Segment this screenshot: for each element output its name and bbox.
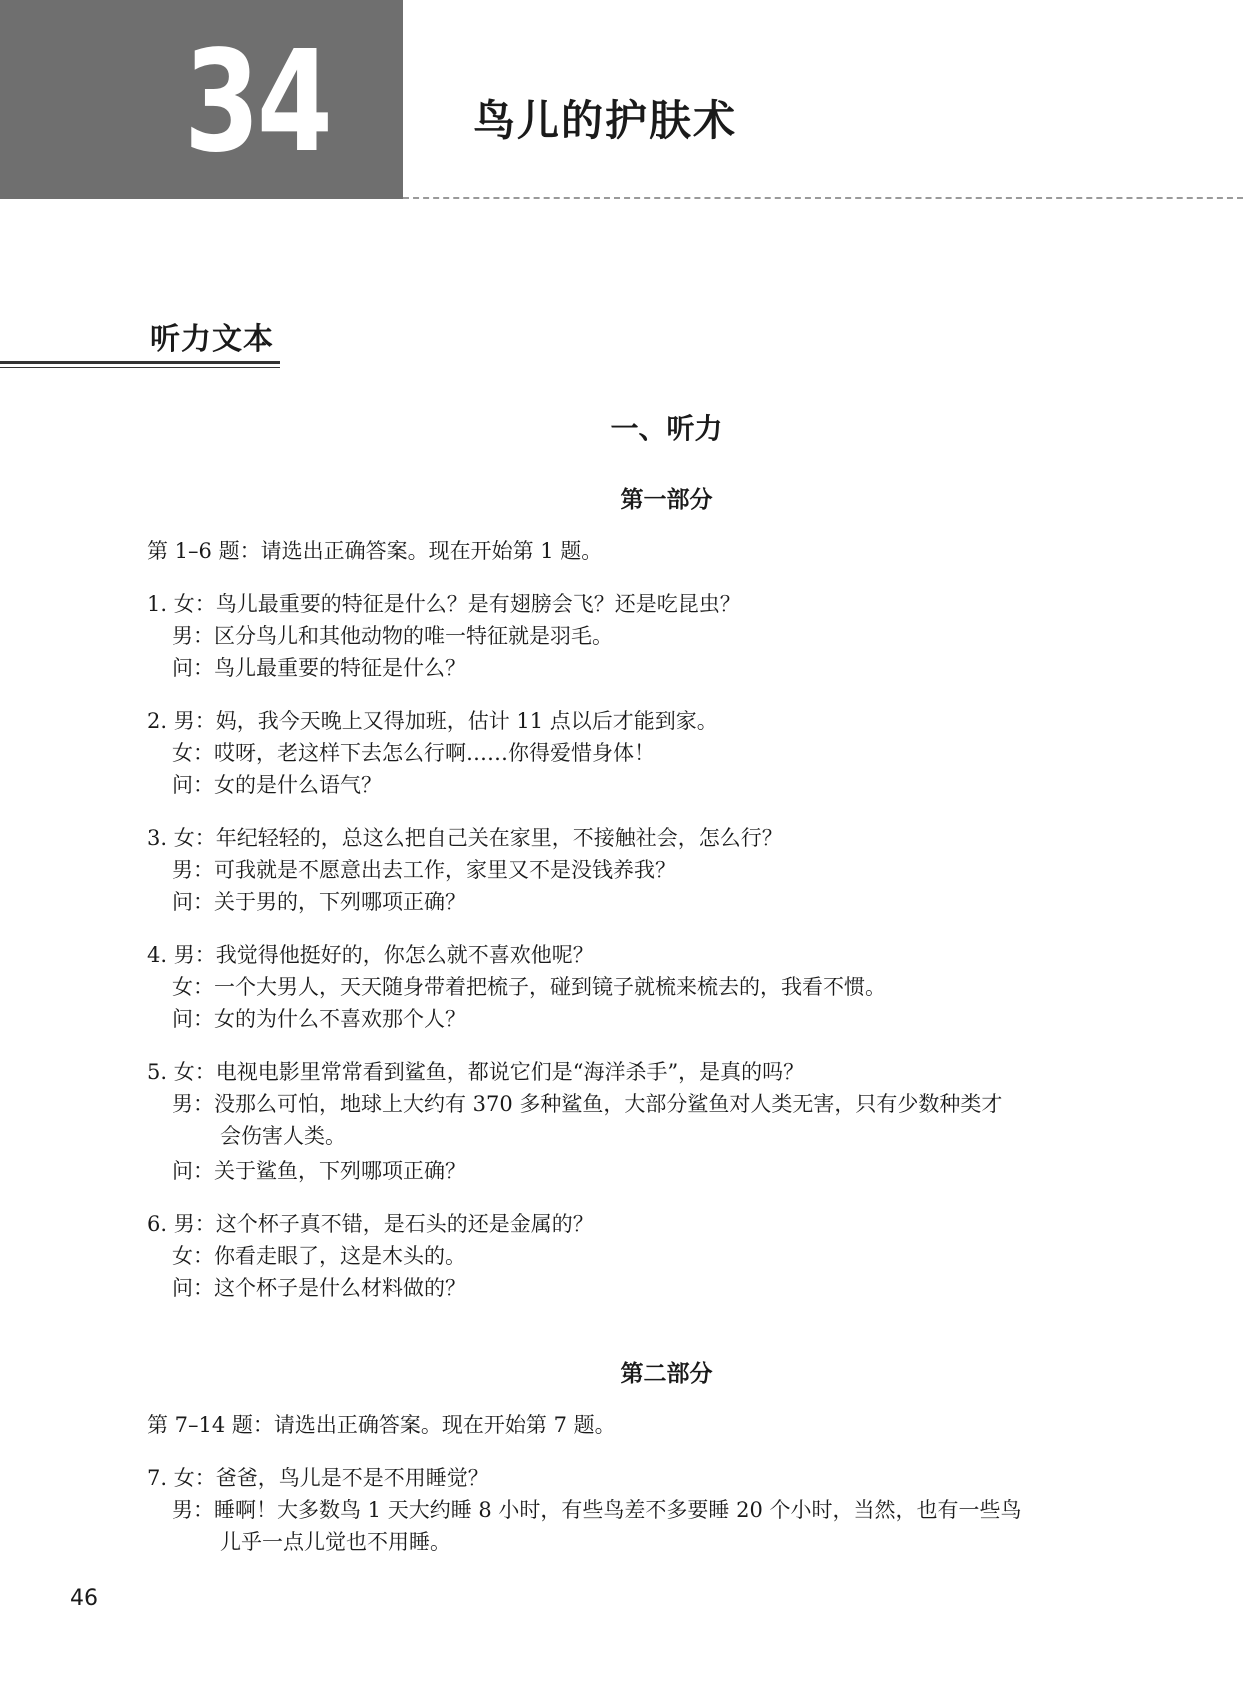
main-heading: 一、听力 bbox=[610, 412, 723, 445]
dialogue-line: 会伤害人类。 bbox=[220, 1124, 346, 1148]
dialogue-line: 问：女的是什么语气？ bbox=[172, 773, 382, 797]
lesson-number: 34 bbox=[184, 21, 330, 184]
dialogue-line: 女：一个大男人，天天随身带着把梳子，碰到镜子就梳来梳去的，我看不惯。 bbox=[172, 975, 886, 999]
dialogue-line: 男：睡啊！大多数鸟 1 天大约睡 8 小时，有些鸟差不多要睡 20 个小时，当然，也有一些鸟 bbox=[172, 1498, 1022, 1522]
dialogue-line: 女：你看走眼了，这是木头的。 bbox=[172, 1244, 466, 1268]
dialogue-line: 3. 女：年纪轻轻的，总这么把自己关在家里，不接触社会，怎么行？ bbox=[147, 826, 783, 850]
dialogue-line: 1. 女：鸟儿最重要的特征是什么？是有翅膀会飞？还是吃昆虫？ bbox=[147, 592, 741, 616]
part1-heading: 第一部分 bbox=[620, 487, 713, 513]
dialogue-line: 问：这个杯子是什么材料做的？ bbox=[172, 1276, 466, 1300]
dialogue-line: 儿乎一点儿觉也不用睡。 bbox=[220, 1530, 451, 1554]
dialogue-line: 问：鸟儿最重要的特征是什么？ bbox=[172, 656, 466, 680]
dialogue-line: 问：关于男的，下列哪项正确？ bbox=[172, 890, 466, 914]
dialogue-line: 问：女的为什么不喜欢那个人？ bbox=[172, 1007, 466, 1031]
part2-heading: 第二部分 bbox=[620, 1361, 713, 1387]
page-number: 46 bbox=[70, 1586, 98, 1611]
dialogue-line: 6. 男：这个杯子真不错，是石头的还是金属的？ bbox=[147, 1212, 594, 1236]
dialogue-line: 问：关于鲨鱼，下列哪项正确？ bbox=[172, 1159, 466, 1183]
dialogue-line: 男：可我就是不愿意出去工作，家里又不是没钱养我？ bbox=[172, 858, 676, 882]
dialogue-line: 女：哎呀，老这样下去怎么行啊……你得爱惜身体！ bbox=[172, 741, 655, 765]
dialogue-line: 2. 男：妈，我今天晚上又得加班，估计 11 点以后才能到家。 bbox=[147, 709, 718, 733]
dialogue-line: 男：没那么可怕，地球上大约有 370 多种鲨鱼，大部分鲨鱼对人类无害，只有少数种类才 bbox=[172, 1092, 1003, 1116]
dialogue-line: 7. 女：爸爸，鸟儿是不是不用睡觉？ bbox=[147, 1466, 489, 1490]
dialogue-line: 4. 男：我觉得他挺好的，你怎么就不喜欢他呢？ bbox=[147, 943, 594, 967]
part2-instruction: 第 7–14 题：请选出正确答案。现在开始第 7 题。 bbox=[147, 1413, 616, 1437]
lesson-title: 鸟儿的护肤术 bbox=[473, 96, 738, 145]
dialogue-line: 5. 女：电视电影里常常看到鲨鱼，都说它们是“海洋杀手”，是真的吗？ bbox=[147, 1060, 805, 1084]
section-rule-thick bbox=[0, 361, 280, 364]
section-rule-thin bbox=[0, 367, 280, 368]
part1-instruction: 第 1–6 题：请选出正确答案。现在开始第 1 题。 bbox=[147, 539, 603, 563]
dialogue-line: 男：区分鸟儿和其他动物的唯一特征就是羽毛。 bbox=[172, 624, 613, 648]
section-heading: 听力文本 bbox=[150, 322, 274, 357]
header-dashed-rule bbox=[403, 197, 1243, 199]
